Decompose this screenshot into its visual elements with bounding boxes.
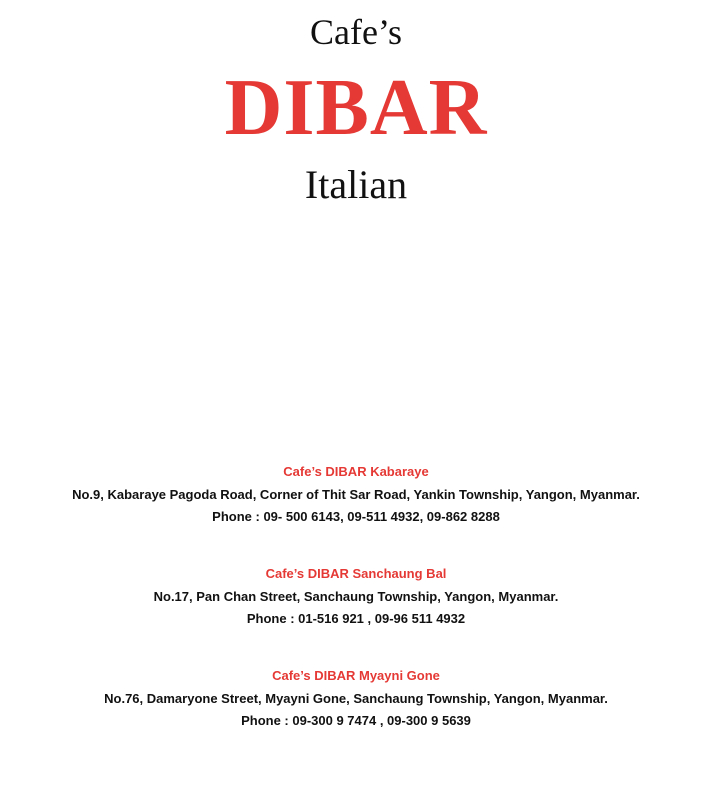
logo-bottom-text: Italian bbox=[304, 162, 408, 207]
branch-kabaraye bbox=[0, 462, 712, 528]
branch-phone: Phone : 09-300 9 7474 , 09-300 9 5639 bbox=[241, 713, 471, 728]
branch-address: No.17, Pan Chan Street, Sanchaung Township, Yangon, Myanmar. bbox=[153, 589, 559, 604]
branch-myayni-gone bbox=[0, 666, 712, 732]
branch-phone: Phone : 01-516 921 , 09-96 511 4932 bbox=[246, 611, 466, 626]
logo-top-text: Cafe’s bbox=[310, 12, 402, 52]
branch-name: Cafe’s DIBAR Myayni Gone bbox=[272, 668, 440, 683]
branch-name: Cafe’s DIBAR Kabaraye bbox=[283, 464, 429, 479]
brand-logo: DIBAR bbox=[224, 64, 488, 152]
branch-sanchaung-bal bbox=[0, 564, 712, 630]
branch-name: Cafe’s DIBAR Sanchaung Bal bbox=[265, 566, 447, 581]
branch-address: No.76, Damaryone Street, Myayni Gone, Sanchaung Township, Yangon, Myanmar. bbox=[104, 691, 608, 706]
branch-phone: Phone : 09- 500 6143, 09-511 4932, 09-862 8288 bbox=[212, 509, 500, 524]
branch-address: No.9, Kabaraye Pagoda Road, Corner of Thit Sar Road, Yankin Township, Yangon, Myanmar. bbox=[72, 487, 640, 502]
